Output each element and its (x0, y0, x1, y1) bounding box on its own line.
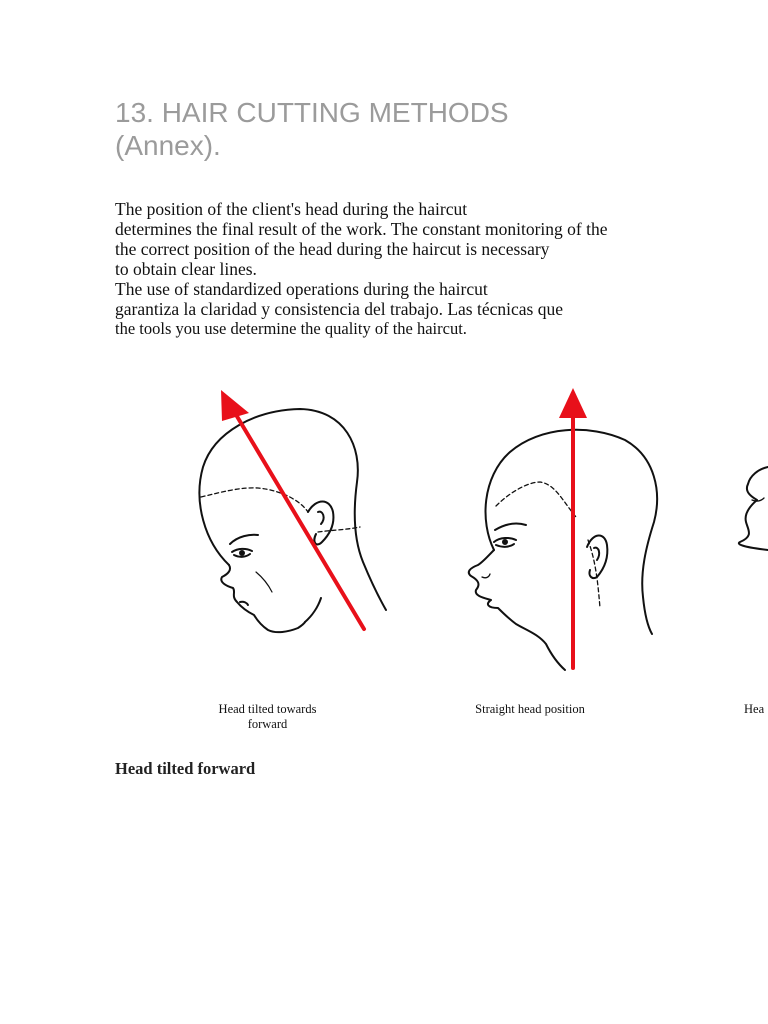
paragraph-line: to obtain clear lines. (115, 259, 257, 279)
straight-head-drawing (469, 430, 657, 670)
tilted-head-drawing (199, 409, 386, 632)
section-heading: Head tilted forward (115, 759, 256, 778)
intro-paragraph (115, 199, 755, 339)
page-title-line-1: 13. HAIR CUTTING METHODS (115, 97, 509, 128)
head-position-figure (0, 372, 768, 732)
paragraph-line: the correct position of the head during the haircut is necessary (115, 239, 550, 259)
paragraph-line: determines the final result of the work. The constant monitoring of the (115, 219, 608, 239)
caption-third-head-partial: Hea (744, 702, 765, 716)
caption-tilted-line-1: Head tilted towards (218, 702, 317, 716)
caption-straight-head: Straight head position (475, 702, 585, 716)
paragraph-line: the tools you use determine the quality of the haircut. (115, 319, 467, 338)
red-arrows (221, 388, 587, 668)
paragraph-line: The position of the client's head during the haircut (115, 199, 468, 219)
caption-tilted-head (200, 702, 335, 732)
head-position-illustration (0, 372, 768, 732)
paragraph-line: garantiza la claridad y consistencia del trabajo. Las técnicas que (115, 299, 563, 319)
page-title (115, 96, 675, 162)
third-head-drawing-partial (739, 467, 768, 550)
page-title-line-2: (Annex). (115, 130, 221, 161)
caption-tilted-line-2: forward (247, 717, 288, 731)
paragraph-line: The use of standardized operations during the haircut (115, 279, 488, 299)
